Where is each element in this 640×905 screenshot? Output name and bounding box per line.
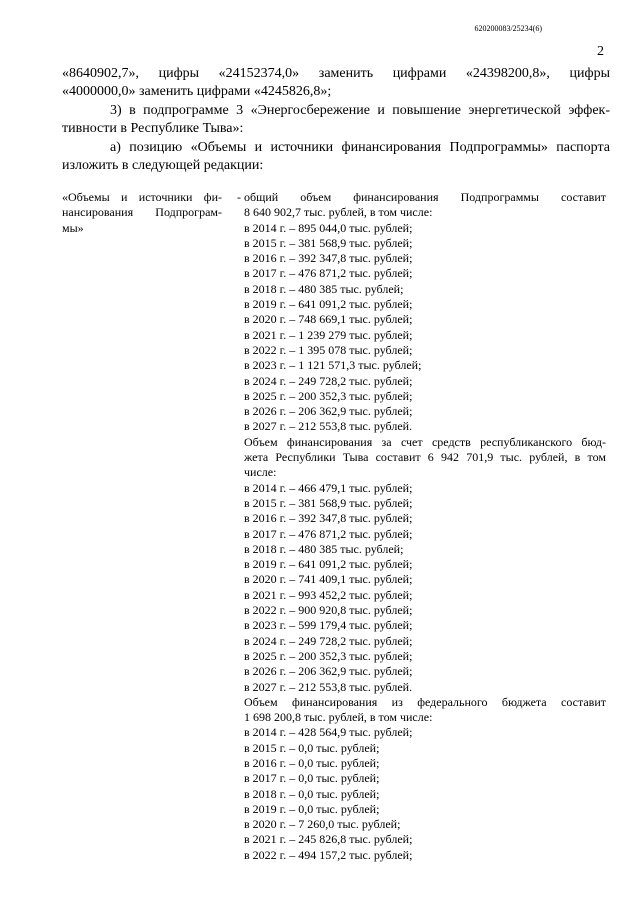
intro-line: 3) в подпрограмме 3 «Энергосбережение и повышение энергетической эффек-: [110, 103, 610, 118]
year-line: в 2025 г. – 200 352,3 тыс. рублей;: [244, 388, 413, 403]
year-line: в 2016 г. – 392 347,8 тыс. рублей;: [244, 251, 413, 266]
year-line: в 2026 г. – 206 362,9 тыс. рублей;: [244, 664, 413, 679]
intro-line: «8640902,7», цифры «24152374,0» заменить цифрами «24398200,8», цифры: [62, 66, 610, 81]
year-line: в 2024 г. – 249 728,2 тыс. рублей;: [244, 373, 413, 388]
republic-years-list: [244, 481, 606, 695]
year-line: в 2021 г. – 993 452,2 тыс. рублей;: [244, 587, 413, 602]
intro-paragraph-3: [62, 139, 610, 174]
year-line: в 2019 г. – 641 091,2 тыс. рублей;: [244, 557, 413, 572]
year-line: в 2015 г. – 381 568,9 тыс. рублей;: [244, 495, 413, 510]
year-line: в 2020 г. – 741 409,1 тыс. рублей;: [244, 572, 413, 587]
page-number: 2: [597, 44, 604, 59]
year-line: в 2022 г. – 494 157,2 тыс. рублей;: [244, 847, 413, 862]
year-line: в 2014 г. – 466 479,1 тыс. рублей;: [244, 480, 413, 495]
year-line: в 2021 г. – 1 239 279 тыс. рублей;: [244, 327, 413, 342]
year-line: в 2023 г. – 599 179,4 тыс. рублей;: [244, 618, 413, 633]
table-label-cell: [62, 190, 222, 236]
year-line: в 2017 г. – 476 871,2 тыс. рублей;: [244, 526, 413, 541]
republic-line: числе:: [244, 465, 277, 480]
intro-line: «4000000,0» заменить цифрами «4245826,8»;: [62, 83, 332, 99]
year-line: в 2021 г. – 245 826,8 тыс. рублей;: [244, 832, 413, 847]
year-line: в 2018 г. – 0,0 тыс. рублей;: [244, 786, 380, 801]
year-line: в 2020 г. – 748 669,1 тыс. рублей;: [244, 312, 413, 327]
intro-line: а) позицию «Объемы и источники финансирования Подпрограммы» паспорта: [110, 140, 610, 155]
year-line: в 2015 г. – 0,0 тыс. рублей;: [244, 740, 380, 755]
federal-line: Объем финансирования из федерального бюджета составит: [244, 694, 606, 709]
total-line: 8 640 902,7 тыс. рублей, в том числе:: [244, 205, 433, 220]
intro-line: тивности в Республике Тыва»:: [62, 120, 244, 136]
intro-paragraph-2: [62, 102, 610, 137]
label-line: «Объемы и источники фи-: [62, 190, 222, 204]
year-line: в 2027 г. – 212 553,8 тыс. рублей.: [244, 679, 413, 694]
year-line: в 2025 г. – 200 352,3 тыс. рублей;: [244, 648, 413, 663]
intro-paragraph-1: [62, 65, 610, 100]
total-years-list: [244, 221, 606, 435]
year-line: в 2014 г. – 428 564,9 тыс. рублей;: [244, 725, 413, 740]
year-line: в 2019 г. – 641 091,2 тыс. рублей;: [244, 297, 413, 312]
year-line: в 2027 г. – 212 553,8 тыс. рублей.: [244, 419, 413, 434]
year-line: в 2018 г. – 480 385 тыс. рублей;: [244, 281, 404, 296]
table-value-cell: [244, 190, 606, 863]
document-number: 620200083/25234(6): [474, 24, 542, 33]
label-line: нансирования Подпрограм-: [62, 205, 222, 220]
intro-line: изложить в следующей редакции:: [62, 157, 264, 173]
year-line: в 2020 г. – 7 260,0 тыс. рублей;: [244, 817, 401, 832]
table-dash: -: [237, 190, 241, 204]
year-line: в 2023 г. – 1 121 571,3 тыс. рублей;: [244, 358, 422, 373]
year-line: в 2022 г. – 1 395 078 тыс. рублей;: [244, 342, 413, 357]
republic-line: Объем финансирования за счет средств республиканского бюд-: [244, 434, 606, 449]
year-line: в 2022 г. – 900 920,8 тыс. рублей;: [244, 603, 413, 618]
republic-line: жета Республики Тыва составит 6 942 701,9 тыс. рублей, в том: [244, 450, 606, 465]
year-line: в 2026 г. – 206 362,9 тыс. рублей;: [244, 404, 413, 419]
year-line: в 2017 г. – 0,0 тыс. рублей;: [244, 771, 380, 786]
total-line: общий объем финансирования Подпрограммы составит: [244, 190, 606, 204]
year-line: в 2017 г. – 476 871,2 тыс. рублей;: [244, 266, 413, 281]
federal-years-list: [244, 725, 606, 863]
year-line: в 2016 г. – 392 347,8 тыс. рублей;: [244, 511, 413, 526]
year-line: в 2016 г. – 0,0 тыс. рублей;: [244, 755, 380, 770]
year-line: в 2019 г. – 0,0 тыс. рублей;: [244, 801, 380, 816]
label-line: мы»: [62, 220, 84, 235]
year-line: в 2018 г. – 480 385 тыс. рублей;: [244, 541, 404, 556]
year-line: в 2015 г. – 381 568,9 тыс. рублей;: [244, 235, 413, 250]
federal-line: 1 698 200,8 тыс. рублей, в том числе:: [244, 710, 433, 725]
year-line: в 2024 г. – 249 728,2 тыс. рублей;: [244, 633, 413, 648]
year-line: в 2014 г. – 895 044,0 тыс. рублей;: [244, 220, 413, 235]
